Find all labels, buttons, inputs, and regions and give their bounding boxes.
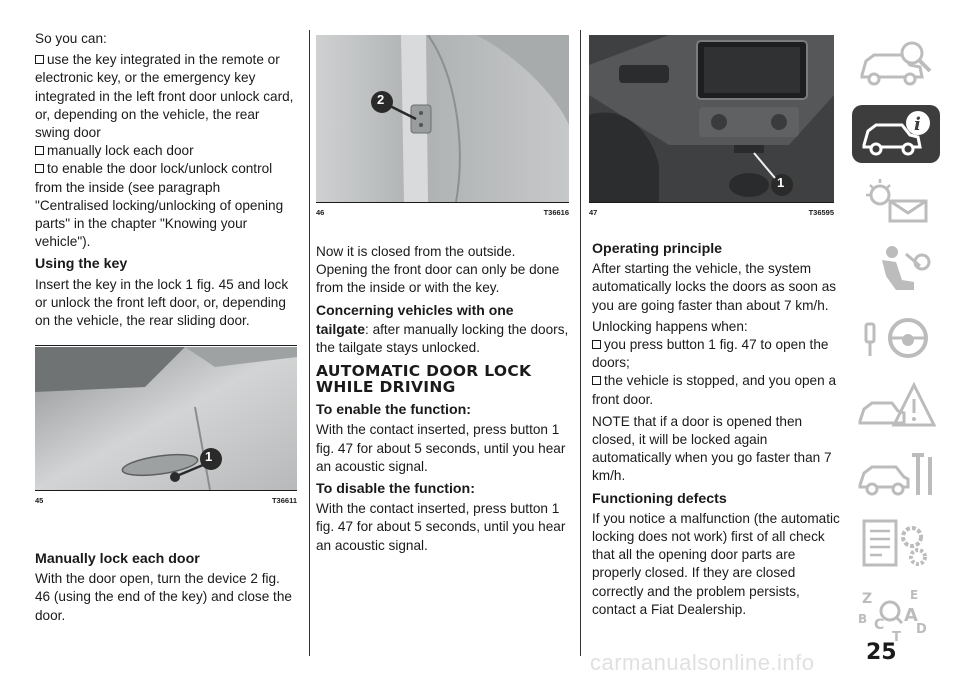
bullet-text: the vehicle is stopped, and you open a front door. — [592, 373, 837, 407]
tech-specs-icon[interactable] — [852, 515, 940, 573]
column-1-lower — [35, 550, 297, 628]
paragraph-enable: With the contact inserted, press button 1 fig. 47 for about 5 seconds, until you hear an acoustic signal. — [316, 422, 566, 474]
warning-lights-icon[interactable] — [852, 173, 940, 231]
checkbox-bullet-icon — [592, 340, 601, 349]
figure-47-caption — [589, 208, 834, 217]
heading-operating-principle: Operating principle — [592, 241, 723, 257]
figure-46-caption — [316, 208, 569, 217]
index-letter: D — [916, 622, 927, 637]
column-2 — [316, 243, 569, 558]
figure-code: T36595 — [808, 208, 834, 217]
index-letter: E — [910, 588, 919, 602]
paragraph-tailgate — [316, 301, 569, 358]
figure-number: 46 — [316, 208, 325, 217]
column-separator — [580, 30, 581, 656]
paragraph-using-key: Insert the key in the lock 1 fig. 45 and lock or unlock the front left door, or, depending on the vehicle, the rear sliding door. — [35, 276, 289, 329]
index-letter: T — [892, 630, 901, 641]
figure-46-image — [316, 35, 569, 202]
heading-functioning-defects: Functioning defects — [592, 490, 727, 507]
index-letter: A — [904, 605, 918, 626]
paragraph-note: NOTE that if a door is opened then closed, it will be locked again automatically when you go faster than 7 km/h. — [592, 413, 832, 484]
figure-code: T36616 — [543, 208, 569, 217]
figure-47-image — [589, 35, 834, 202]
paragraph-disable: With the contact inserted, press button 1 fig. 47 for about 5 seconds, until you hear an acoustic signal. — [316, 501, 566, 553]
paragraph-unlocking: Unlocking happens when: — [592, 318, 748, 334]
bullet-item — [35, 51, 297, 142]
figure-45-image — [35, 347, 297, 490]
figure-number: 47 — [589, 208, 598, 217]
car-maintenance-icon[interactable] — [852, 445, 940, 503]
checkbox-bullet-icon — [35, 146, 44, 155]
bullet-item — [592, 336, 842, 372]
figure-45-caption — [35, 496, 297, 505]
heading-enable: To enable the function: — [316, 402, 472, 419]
checkbox-bullet-icon — [35, 55, 44, 64]
index-letter: B — [858, 612, 868, 626]
heading-using-key: Using the key — [35, 256, 128, 273]
paragraph-closed-outside: Now it is closed from the outside. Opening the front door can only be done from the inside or with the key. — [316, 244, 560, 296]
figure-callout: 1 — [777, 175, 785, 190]
figure-bottom-rule — [35, 490, 297, 491]
figure-callout: 2 — [377, 92, 385, 107]
seat-airbag-icon[interactable] — [852, 240, 940, 298]
figure-code: T36611 — [271, 496, 297, 505]
bullet-item — [35, 142, 297, 160]
bullet-text: manually lock each door — [47, 143, 194, 159]
column-separator — [309, 30, 310, 656]
emergency-car-icon[interactable] — [852, 377, 940, 435]
heading-auto-lock: AUTOMATIC DOOR LOCK WHILE DRIVING — [316, 362, 532, 397]
index-letter: Z — [862, 591, 873, 607]
intro-text: So you can: — [35, 31, 107, 46]
key-steering-icon[interactable] — [852, 308, 940, 366]
bullet-item — [35, 160, 297, 251]
column-1 — [35, 30, 297, 333]
door-handle-photo — [35, 347, 297, 490]
bullet-text: to enable the door lock/unlock control from the inside (see paragraph "Centralised locking/unlocking of opening parts" in the chapter "Knowing your vehicle"). — [35, 161, 284, 250]
watermark: carmanualsonline.info — [590, 650, 815, 675]
figure-bottom-rule — [589, 202, 834, 203]
column-3 — [592, 240, 842, 622]
checkbox-bullet-icon — [35, 164, 44, 173]
tailgate-text: : after manually locking the doors, the tailgate stays unlocked. — [316, 321, 569, 356]
figure-bottom-rule — [316, 202, 569, 203]
door-lock-photo — [316, 35, 569, 202]
paragraph-manual-lock: With the door open, turn the device 2 fig. 46 (using the end of the key) and close the door. — [35, 571, 292, 623]
page-number: 25 — [866, 640, 897, 665]
heading-manual-lock: Manually lock each door — [35, 551, 200, 567]
figure-number: 45 — [35, 496, 44, 505]
heading-disable: To disable the function: — [316, 481, 475, 498]
index-letter: C — [874, 617, 885, 633]
checkbox-bullet-icon — [592, 376, 601, 385]
bullet-text: you press button 1 fig. 47 to open the doors; — [592, 337, 829, 371]
bullet-item — [592, 372, 842, 408]
car-info-icon[interactable] — [852, 105, 940, 163]
heading-tailgate: Concerning vehicles with one tailgate — [316, 301, 514, 337]
figure-callout: 1 — [205, 449, 213, 464]
index-letters-icon[interactable] — [852, 583, 940, 641]
bullet-text: use the key integrated in the remote or electronic key, or the emergency key integrated in the left front door unlock card, or, depending on the vehicle, the rear swing door — [35, 52, 294, 141]
dashboard-photo — [589, 35, 834, 202]
svg-text:i: i — [914, 114, 921, 135]
car-search-icon[interactable] — [852, 35, 940, 93]
paragraph-functioning-defects: If you notice a malfunction (the automatic locking does not work) first of all check that all the opening door parts are properly closed. If they are closed correctly and the problem persists, contact a Fiat Dealership. — [592, 510, 840, 617]
paragraph-operating-principle: After starting the vehicle, the system automatically locks the doors as soon as you are going faster than about 7 km/h. — [592, 261, 837, 313]
